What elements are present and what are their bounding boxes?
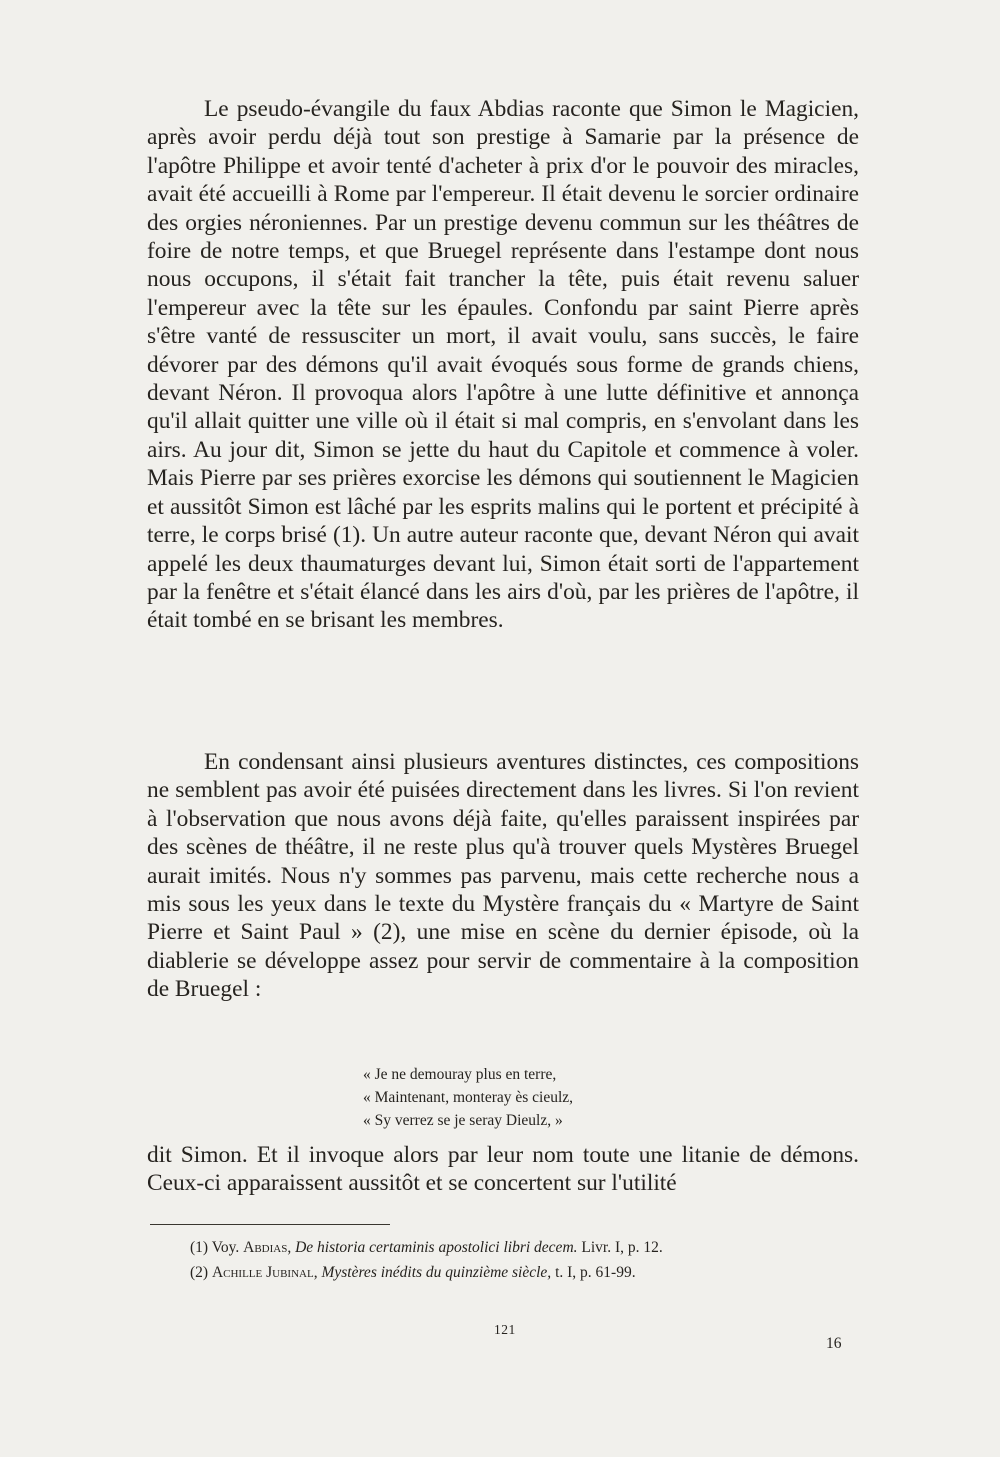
footnote-1 [190, 1235, 830, 1260]
paragraph-1: Le pseudo-évangile du faux Abdias raconte que Simon le Magicien, après avoir perdu déjà tout son prestige à Samarie par la présence de l'apôtre Philippe et avoir tenté d'acheter à prix d'or le pouvoir des miracles, avait été accueilli à Rome par l'empereur. Il était devenu le sorcier ordinaire des orgies néroniennes. Par un prestige devenu commun sur les théâtres de foire de notre temps, et que Bruegel représente dans l'estampe dont nous nous occupons, il s'était fait trancher la tête, puis était revenu saluer l'empereur avec la tête sur les épaules. Confondu par saint Pierre après s'être vanté de ressusciter un mort, il avait voulu, sans succès, le faire dévorer par des démons qu'il avait évoqués sous forme de grands chiens, devant Néron. Il provoqua alors l'apôtre à une lutte définitive et annonça qu'il allait quitter une ville où il était si mal compris, en s'envolant dans les airs. Au jour dit, Simon se jette du haut du Capitole et commence à voler. Mais Pierre par ses prières exorcise les démons qui soutiennent le Magicien et aussitôt Simon est lâché par les esprits malins qui le portent et précipité à terre, le corps brisé (1). Un autre auteur raconte que, devant Néron qui avait appelé les deux thaumaturges devant lui, Simon était sorti de l'appartement par la fenêtre et s'était élancé dans les airs d'où, par les prières de l'apôtre, il était tombé en se brisant les membres. [147, 96, 859, 634]
footnote-2 [190, 1260, 830, 1285]
verse-line-3: « Sy verrez se je seray Dieulz, » [363, 1112, 563, 1129]
paragraph-3: dit Simon. Et il invoque alors par leur nom toute une litanie de démons. Ceux-ci apparaissent aussitôt et se concertent sur l'utilité [147, 1142, 859, 1197]
signature-mark: 16 [826, 1335, 842, 1352]
footnote-1-title: De historia certaminis apostolici libri decem. [295, 1239, 578, 1256]
footnote-1-author: Abdias, [243, 1239, 292, 1256]
page-number: 121 [494, 1322, 516, 1337]
footnote-2-author: Achille Jubinal, [211, 1264, 318, 1281]
footnote-1-reference: Livr. I, p. 12. [581, 1239, 663, 1256]
footnote-separator [150, 1224, 390, 1225]
verse-line-1: « Je ne demouray plus en terre, [363, 1066, 557, 1083]
footnote-2-title: Mystères inédits du quinzième siècle, [321, 1264, 552, 1281]
verse-line-2: « Maintenant, monteray ès cieulz, [363, 1089, 574, 1106]
footnote-2-number: (2) [190, 1264, 209, 1281]
footnote-1-number: (1) [190, 1239, 209, 1256]
verse-quote [363, 1063, 723, 1132]
footnote-1-prefix: Voy. [211, 1239, 240, 1256]
paragraph-2: En condensant ainsi plusieurs aventures distinctes, ces compositions ne semblent pas avoir été puisées directement dans les livres. Si l'on revient à l'observation que nous avons déjà faite, qu'elles paraissent inspirées par des scènes de théâtre, il ne reste plus qu'à trouver quels Mystères Bruegel aurait imités. Nous n'y sommes pas parvenu, mais cette recherche nous a mis sous les yeux dans le texte du Mystère français du « Martyre de Saint Pierre et Saint Paul » (2), une mise en scène du dernier épisode, où la diablerie se développe assez pour servir de commentaire à la composition de Bruegel : [147, 749, 859, 1003]
footnote-2-reference: t. I, p. 61-99. [555, 1264, 636, 1281]
footnotes [190, 1235, 830, 1285]
